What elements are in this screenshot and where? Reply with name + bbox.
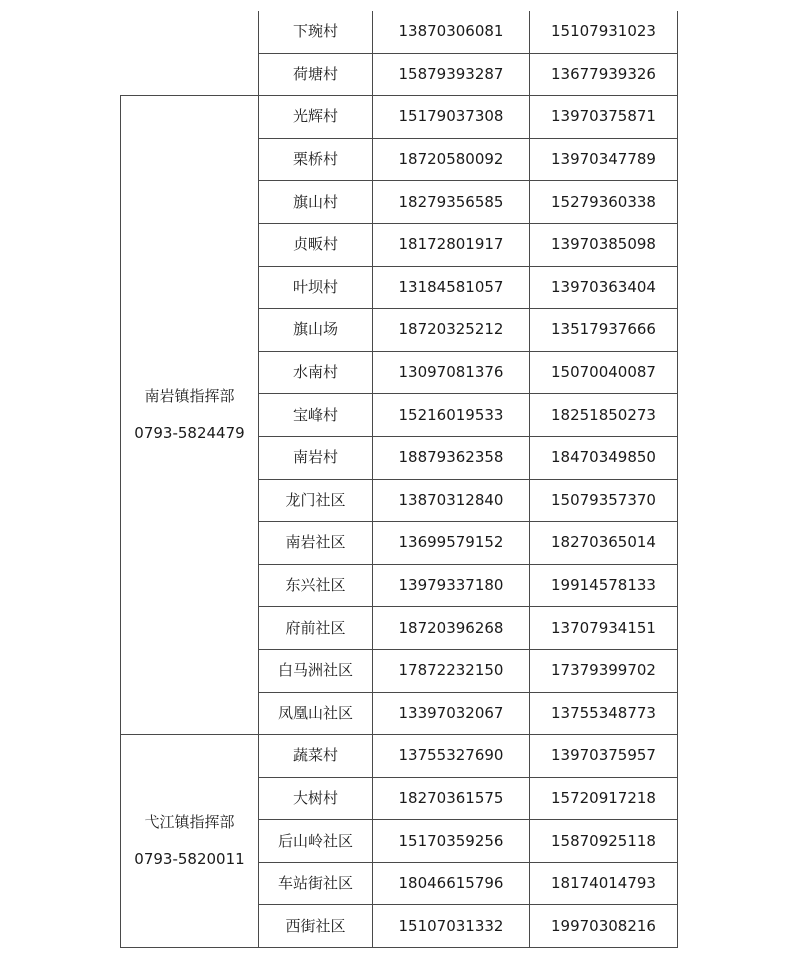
- village-name-cell: 栗桥村: [259, 138, 373, 181]
- phone-primary-cell: 18172801917: [373, 223, 530, 266]
- phone-secondary-cell: 15107931023: [530, 11, 678, 53]
- village-name-cell: 旗山场: [259, 309, 373, 352]
- phone-secondary-cell: 17379399702: [530, 649, 678, 692]
- phone-secondary-cell: 13517937666: [530, 309, 678, 352]
- village-name-cell: 白马洲社区: [259, 649, 373, 692]
- phone-primary-cell: 13870312840: [373, 479, 530, 522]
- village-name-cell: 南岩社区: [259, 522, 373, 565]
- phone-secondary-cell: 13755348773: [530, 692, 678, 735]
- phone-primary-cell: 13870306081: [373, 11, 530, 53]
- command-center-cell: [121, 96, 259, 735]
- phone-primary-cell: 13699579152: [373, 522, 530, 565]
- phone-primary-cell: 15170359256: [373, 820, 530, 863]
- phone-secondary-cell: 13970375871: [530, 96, 678, 139]
- phone-primary-cell: 17872232150: [373, 649, 530, 692]
- phone-primary-cell: 18720396268: [373, 607, 530, 650]
- table-row: [121, 96, 678, 139]
- phone-primary-cell: 18279356585: [373, 181, 530, 224]
- village-name-cell: 凤凰山社区: [259, 692, 373, 735]
- phone-secondary-cell: 13970375957: [530, 735, 678, 778]
- phone-primary-cell: 13397032067: [373, 692, 530, 735]
- village-name-cell: 水南村: [259, 351, 373, 394]
- village-name-cell: 宝峰村: [259, 394, 373, 437]
- phone-secondary-cell: 19970308216: [530, 905, 678, 948]
- phone-primary-cell: 15879393287: [373, 53, 530, 96]
- village-name-cell: 大树村: [259, 777, 373, 820]
- phone-secondary-cell: 15279360338: [530, 181, 678, 224]
- phone-secondary-cell: 18174014793: [530, 862, 678, 905]
- village-name-cell: 荷塘村: [259, 53, 373, 96]
- phone-secondary-cell: 19914578133: [530, 564, 678, 607]
- phone-secondary-cell: 15870925118: [530, 820, 678, 863]
- phone-secondary-cell: 13707934151: [530, 607, 678, 650]
- phone-primary-cell: 18720325212: [373, 309, 530, 352]
- phone-primary-cell: 15179037308: [373, 96, 530, 139]
- village-name-cell: 南岩村: [259, 436, 373, 479]
- phone-secondary-cell: 13970363404: [530, 266, 678, 309]
- village-name-cell: 叶坝村: [259, 266, 373, 309]
- village-name-cell: 东兴社区: [259, 564, 373, 607]
- phone-secondary-cell: 13677939326: [530, 53, 678, 96]
- command-center-phone: 0793-5824479: [134, 424, 245, 443]
- village-name-cell: 光辉村: [259, 96, 373, 139]
- phone-secondary-cell: 13970385098: [530, 223, 678, 266]
- command-center-name: 弋江镇指挥部: [144, 813, 235, 832]
- village-name-cell: 西街社区: [259, 905, 373, 948]
- phone-secondary-cell: 18270365014: [530, 522, 678, 565]
- village-name-cell: 车站街社区: [259, 862, 373, 905]
- village-name-cell: 贞畈村: [259, 223, 373, 266]
- village-name-cell: 旗山村: [259, 181, 373, 224]
- command-center-cell: [121, 735, 259, 948]
- village-name-cell: 下琬村: [259, 11, 373, 53]
- phone-primary-cell: 18720580092: [373, 138, 530, 181]
- village-name-cell: 后山岭社区: [259, 820, 373, 863]
- phone-primary-cell: 13097081376: [373, 351, 530, 394]
- phone-primary-cell: 13755327690: [373, 735, 530, 778]
- phone-secondary-cell: 13970347789: [530, 138, 678, 181]
- phone-primary-cell: 15107031332: [373, 905, 530, 948]
- phone-primary-cell: 18046615796: [373, 862, 530, 905]
- command-center-phone: 0793-5820011: [134, 850, 245, 869]
- command-center-name: 南岩镇指挥部: [144, 387, 235, 406]
- phone-primary-cell: 13979337180: [373, 564, 530, 607]
- table-row: [121, 11, 678, 53]
- phone-secondary-cell: 18251850273: [530, 394, 678, 437]
- contact-table: [120, 11, 678, 948]
- phone-secondary-cell: 15079357370: [530, 479, 678, 522]
- phone-secondary-cell: 15720917218: [530, 777, 678, 820]
- village-name-cell: 府前社区: [259, 607, 373, 650]
- phone-secondary-cell: 15070040087: [530, 351, 678, 394]
- command-center-cell: [121, 11, 259, 96]
- contact-table-body: [121, 11, 678, 948]
- village-name-cell: 龙门社区: [259, 479, 373, 522]
- phone-secondary-cell: 18470349850: [530, 436, 678, 479]
- phone-primary-cell: 18879362358: [373, 436, 530, 479]
- phone-primary-cell: 15216019533: [373, 394, 530, 437]
- village-name-cell: 蔬菜村: [259, 735, 373, 778]
- phone-primary-cell: 13184581057: [373, 266, 530, 309]
- table-row: [121, 735, 678, 778]
- phone-primary-cell: 18270361575: [373, 777, 530, 820]
